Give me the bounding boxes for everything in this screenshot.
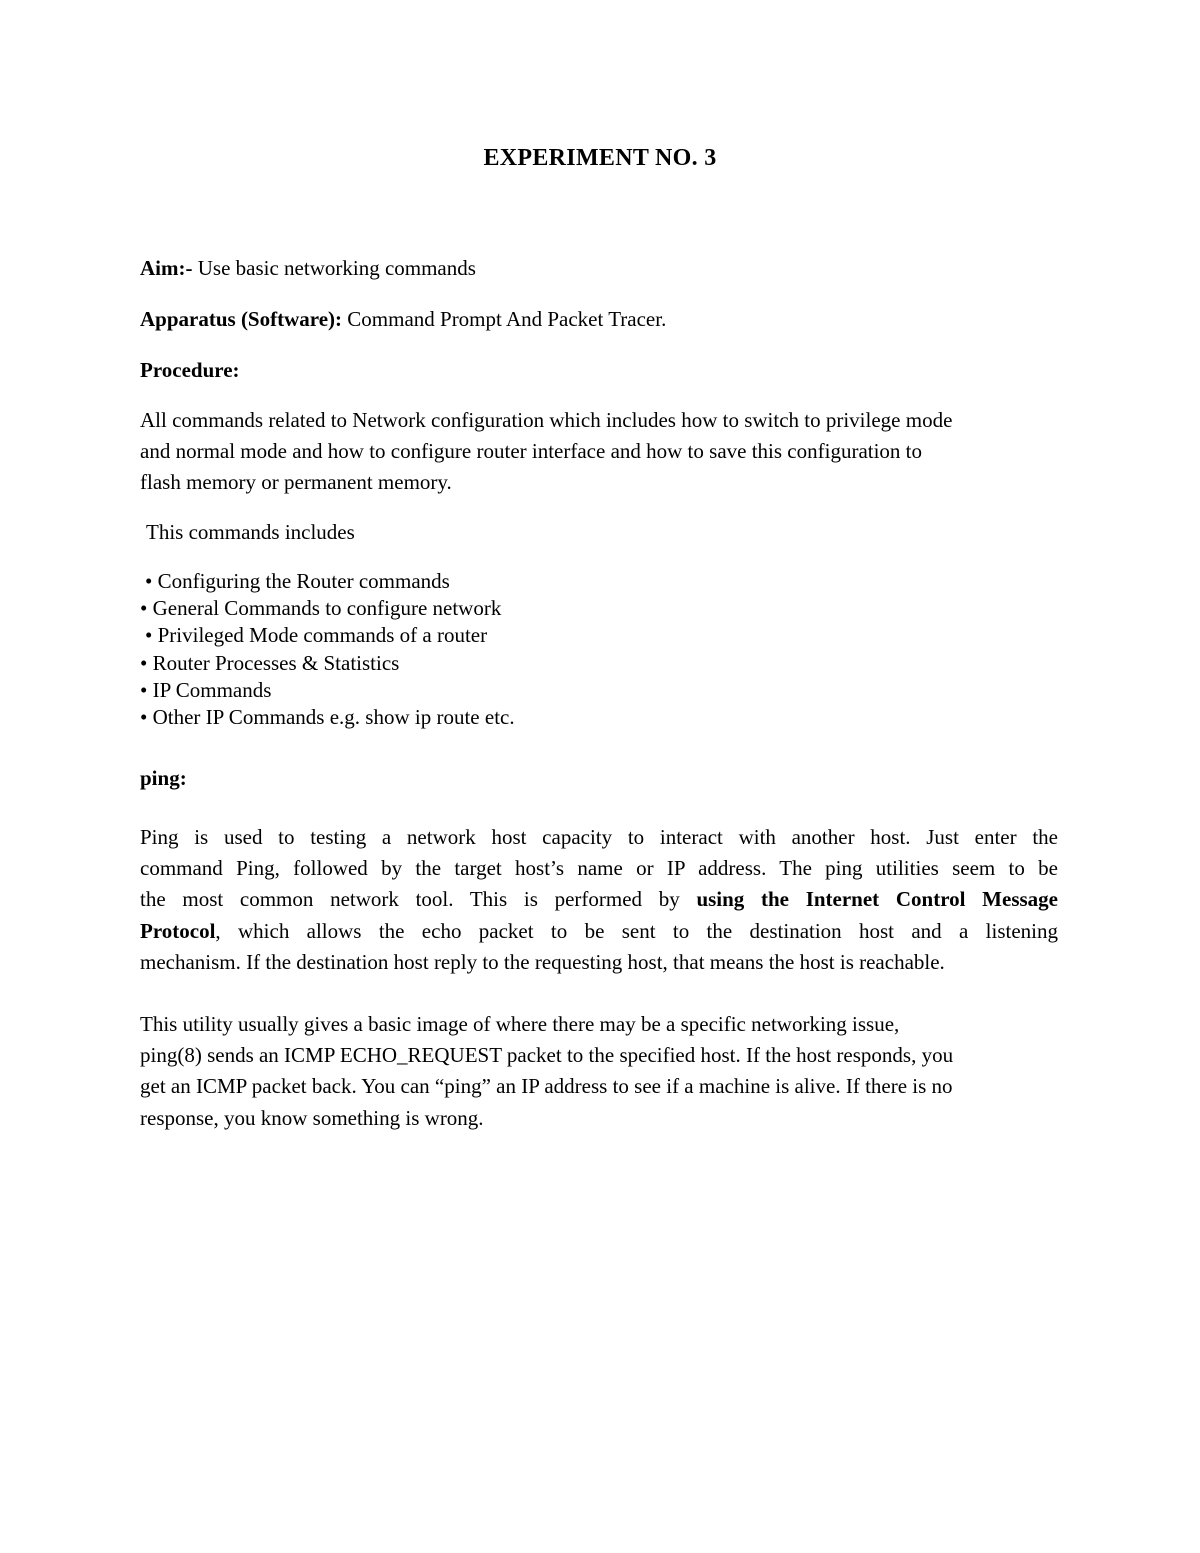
aim-label: Aim:- [140, 256, 193, 280]
procedure-line: flash memory or permanent memory. [140, 470, 452, 495]
ping-line [140, 916, 1058, 947]
ping-line-text: the most common network tool. This is performed by [140, 887, 697, 912]
list-item: • Other IP Commands e.g. show ip route etc. [140, 705, 515, 730]
ping-paragraph-1 [140, 822, 1058, 978]
ping-line [140, 884, 1058, 915]
ping-heading: ping: [140, 766, 187, 790]
includes-line: This commands includes [146, 520, 355, 544]
apparatus-label: Apparatus (Software): [140, 307, 343, 331]
procedure-line: All commands related to Network configuration which includes how to switch to privilege mode [140, 408, 953, 432]
apparatus-text: Command Prompt And Packet Tracer. [342, 307, 667, 331]
ping-line: Ping is used to testing a network host capacity to interact with another host. Just enter the [140, 825, 1058, 849]
ping-line: command Ping, followed by the target host’s name or IP address. The ping utilities seem to be [140, 856, 1058, 881]
icmp-bold-text: using the Internet Control Message [696, 887, 1058, 912]
procedure-paragraph [140, 405, 1058, 499]
list-item: • IP Commands [140, 677, 272, 702]
ping-line: This utility usually gives a basic image of where there may be a specific networking issue, [140, 1012, 900, 1036]
ping-line: get an ICMP packet back. You can “ping” an IP address to see if a machine is alive. If there is no [140, 1074, 953, 1099]
list-item: • Configuring the Router commands [145, 569, 450, 593]
page-title: EXPERIMENT NO. 3 [483, 145, 717, 171]
procedure-heading: Procedure: [140, 358, 240, 382]
commands-list [140, 568, 515, 731]
aim-text: Use basic networking commands [192, 256, 476, 280]
procedure-line: and normal mode and how to configure router interface and how to save this configuration to [140, 439, 923, 464]
list-item: • General Commands to configure network [140, 596, 502, 621]
ping-line: mechanism. If the destination host reply to the requesting host, that means the host is reachable. [140, 949, 945, 974]
ping-paragraph-2 [140, 1009, 1058, 1134]
apparatus-line [140, 305, 666, 333]
list-item: • Privileged Mode commands of a router [145, 623, 488, 648]
ping-line: response, you know something is wrong. [140, 1105, 484, 1130]
aim-line [140, 254, 476, 282]
ping-line-text: , which allows the echo packet to be sent to the destination host and a listening [215, 918, 1058, 943]
protocol-bold-text: Protocol [140, 918, 216, 943]
list-item: • Router Processes & Statistics [140, 650, 400, 675]
ping-line: ping(8) sends an ICMP ECHO_REQUEST packet to the specified host. If the host responds, you [140, 1043, 954, 1068]
